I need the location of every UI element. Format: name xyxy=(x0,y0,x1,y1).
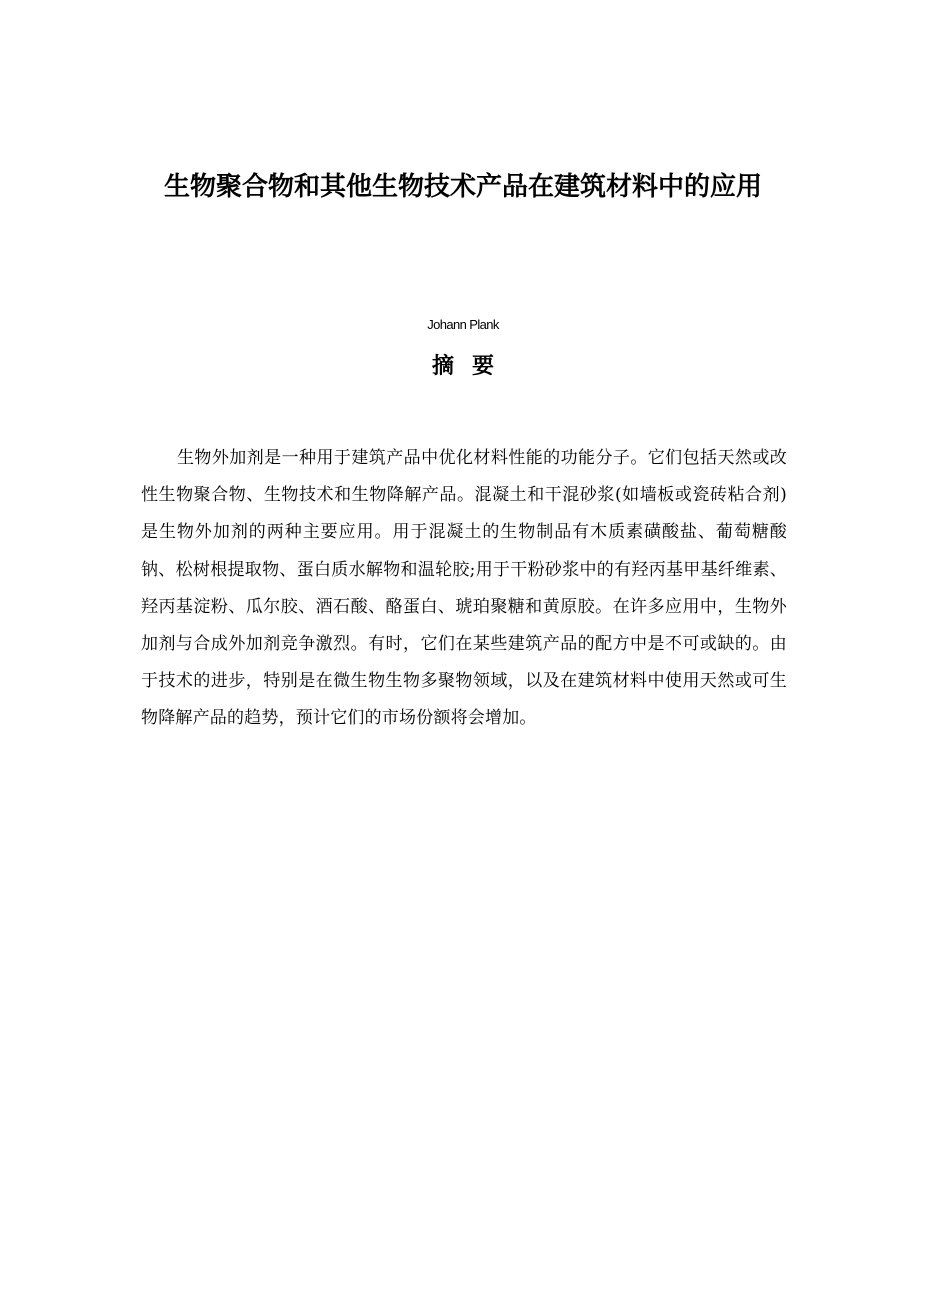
author-name: Johann Plank xyxy=(427,317,499,332)
abstract-heading xyxy=(0,352,926,382)
abstract-heading-char-2: 要 xyxy=(472,354,495,379)
abstract-heading-char-1: 摘 xyxy=(431,354,454,379)
document-title: 生物聚合物和其他生物技术产品在建筑材料中的应用 xyxy=(163,172,762,202)
abstract-paragraph: 生物外加剂是一种用于建筑产品中优化材料性能的功能分子。它们包括天然或改性生物聚合物、生物技术和生物降解产品。混凝土和干混砂浆(如墙板或瓷砖粘合剂)是生物外加剂的两种主要应用。用于混凝土的生物制品有木质素磺酸盐、葡萄糖酸钠、松树根提取物、蛋白质水解物和温轮胶;用于干粉砂浆中的有羟丙基甲基纤维素、羟丙基淀粉、瓜尔胶、酒石酸、酪蛋白、琥珀聚糖和黄原胶。在许多应用中，生物外加剂与合成外加剂竞争激烈。有时，它们在某些建筑产品的配方中是不可或缺的。由于技术的进步，特别是在微生物生物多聚物领域，以及在建筑材料中使用天然或可生物降解产品的趋势，预计它们的市场份额将会增加。 xyxy=(141,448,787,729)
